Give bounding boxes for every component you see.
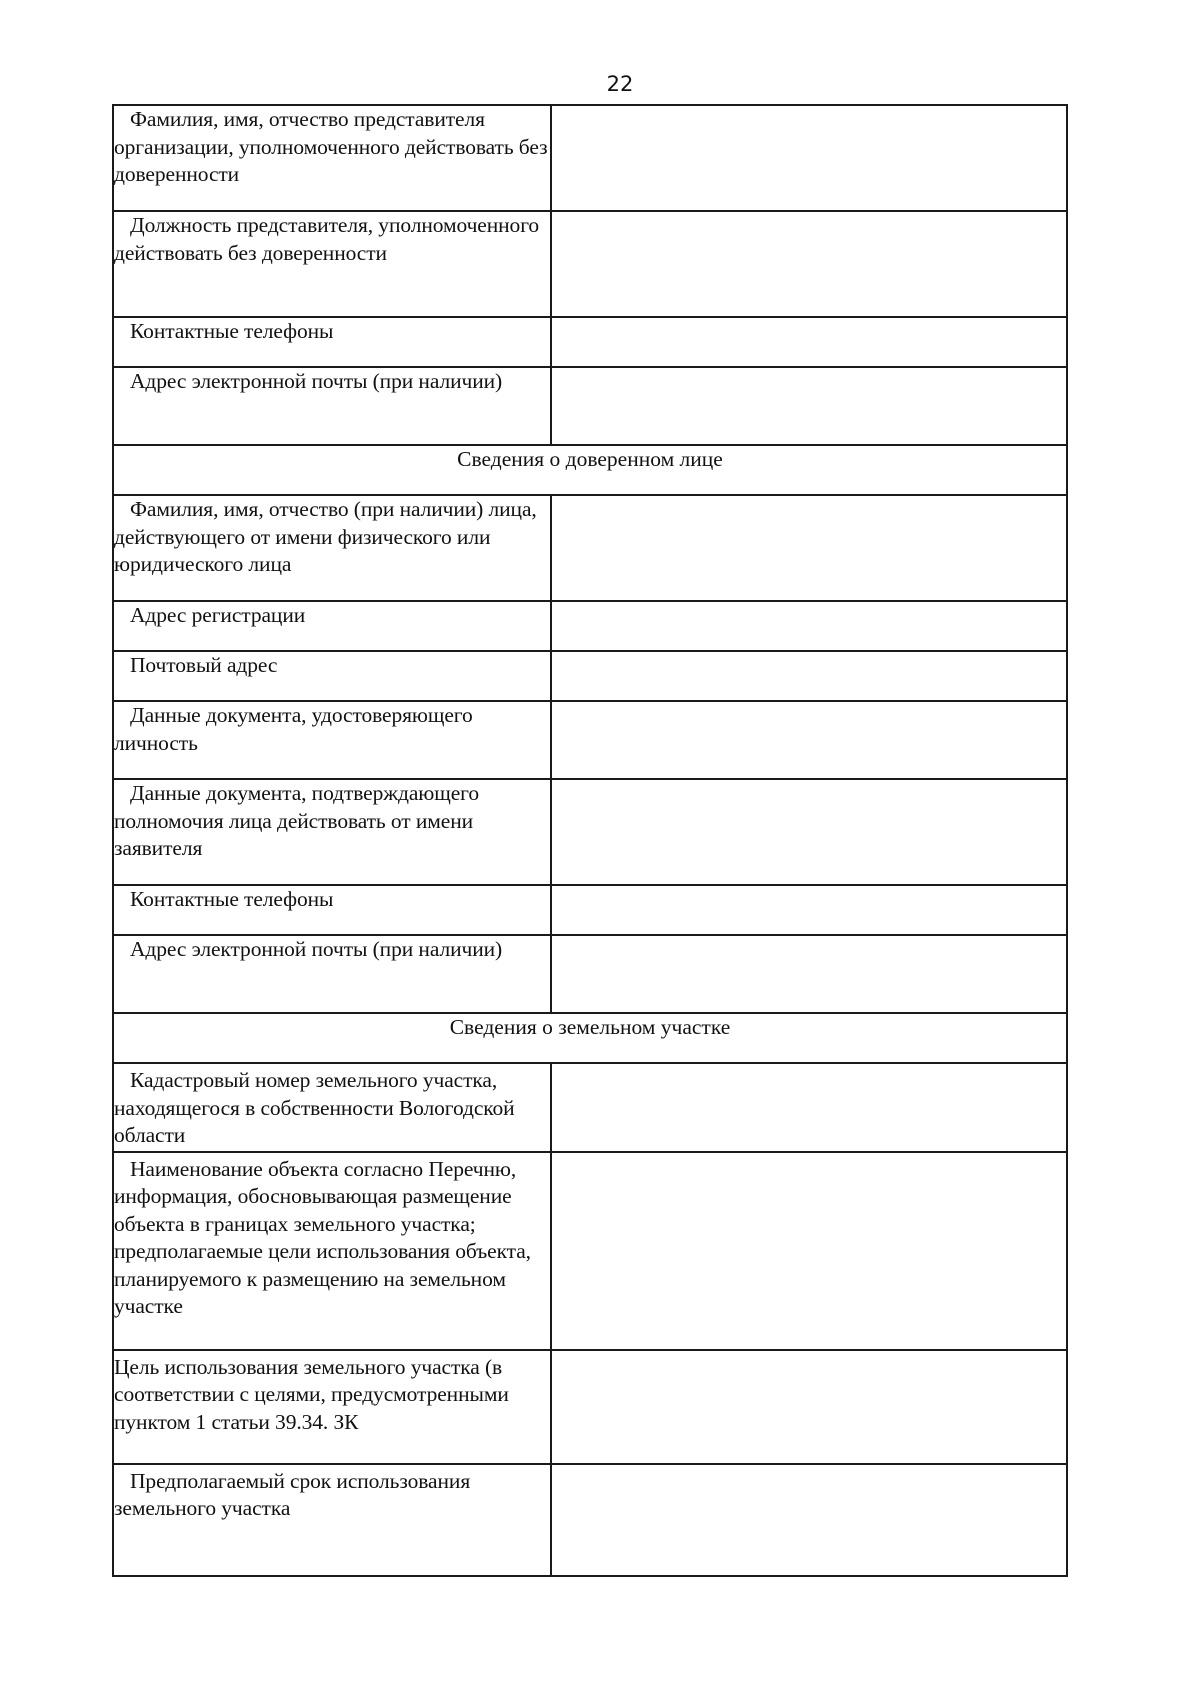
field-label: Кадастровый номер земельного участка, находящегося в собственности Вологодской области (113, 1063, 551, 1152)
field-label: Данные документа, удостоверяющего личность (113, 701, 551, 779)
table-row (113, 1152, 1067, 1350)
field-label: Адрес электронной почты (при наличии) (113, 367, 551, 445)
field-label: Данные документа, подтверждающего полномочия лица действовать от имени заявителя (113, 779, 551, 885)
table-row (113, 317, 1067, 367)
field-value-cell[interactable] (551, 779, 1067, 885)
field-value-cell[interactable] (551, 367, 1067, 445)
page-number: 22 (606, 72, 634, 96)
field-value-cell[interactable] (551, 211, 1067, 317)
field-label: Наименование объекта согласно Перечню, информация, обосновывающая размещение объекта в границах земельного участка; предполагаемые цели использования объекта, планируемого к размещению на земельном участке (113, 1152, 551, 1350)
field-label: Контактные телефоны (113, 885, 551, 935)
field-value-cell[interactable] (551, 601, 1067, 651)
table-row (113, 1063, 1067, 1152)
section-row (113, 445, 1067, 495)
field-value-cell[interactable] (551, 1152, 1067, 1350)
field-label: Фамилия, имя, отчество (при наличии) лица, действующего от имени физического или юридического лица (113, 495, 551, 601)
table-row (113, 367, 1067, 445)
field-label: Предполагаемый срок использования земельного участка (113, 1464, 551, 1576)
field-value-cell[interactable] (551, 317, 1067, 367)
field-value-cell[interactable] (551, 885, 1067, 935)
table-row (113, 495, 1067, 601)
table-row (113, 935, 1067, 1013)
field-value-cell[interactable] (551, 701, 1067, 779)
field-label: Почтовый адрес (113, 651, 551, 701)
field-value-cell[interactable] (551, 935, 1067, 1013)
field-value-cell[interactable] (551, 105, 1067, 211)
application-form-table (112, 104, 1068, 1577)
section-heading: Сведения о доверенном лице (113, 445, 1067, 495)
table-row (113, 211, 1067, 317)
table-row (113, 885, 1067, 935)
section-row (113, 1013, 1067, 1063)
field-value-cell[interactable] (551, 1063, 1067, 1152)
field-label: Фамилия, имя, отчество представителя организации, уполномоченного действовать без доверенности (113, 105, 551, 211)
table-row (113, 701, 1067, 779)
table-row (113, 105, 1067, 211)
field-value-cell[interactable] (551, 651, 1067, 701)
field-label: Адрес регистрации (113, 601, 551, 651)
field-label: Цель использования земельного участка (в соответствии с целями, предусмотренными пунктом 1 статьи 39.34. ЗК (113, 1350, 551, 1464)
field-label: Должность представителя, уполномоченного действовать без доверенности (113, 211, 551, 317)
field-value-cell[interactable] (551, 1464, 1067, 1576)
table-row (113, 1464, 1067, 1576)
field-value-cell[interactable] (551, 495, 1067, 601)
section-heading: Сведения о земельном участке (113, 1013, 1067, 1063)
table-row (113, 601, 1067, 651)
table-row (113, 779, 1067, 885)
field-label: Адрес электронной почты (при наличии) (113, 935, 551, 1013)
table-row (113, 651, 1067, 701)
field-label: Контактные телефоны (113, 317, 551, 367)
field-value-cell[interactable] (551, 1350, 1067, 1464)
table-row (113, 1350, 1067, 1464)
